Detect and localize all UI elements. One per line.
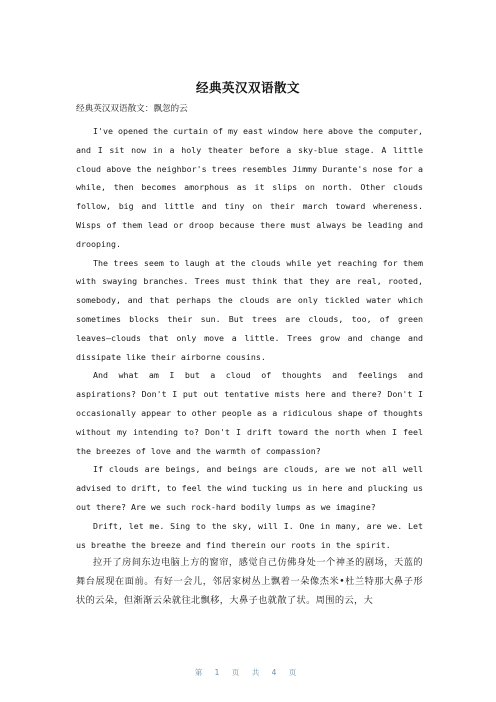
paragraph-5: Drift, let me. Sing to the sky, will I. One in many, are we. Let us breathe the breeze and find therein our roots in the spirit. <box>76 520 423 550</box>
paragraph-chinese-1: 拉开了房间东边电脑上方的窗帘，感觉自己仿佛身处一个神圣的剧场，天蓝的舞台展现在面前。有好一会儿，邻居家树丛上飘着一朵像杰米•杜兰特那大鼻子形状的云朵，但渐渐云朵就往北飘移，大鼻子也就散了状。周围的云，大 <box>76 557 423 606</box>
paragraph-3: And what am I but a cloud of thoughts and feelings and aspirations? Don't I put out tentative mists here and there? Don't I occasionally appear to other people as a ridiculous shape of thoughts without my intending to? Don't I drift toward the north when I feel the breezes of love and the warmth of compassion? <box>76 370 423 456</box>
document-body <box>76 122 423 611</box>
paragraph-2: The trees seem to laugh at the clouds while yet reaching for them with swaying branches. Trees must think that they are real, rooted, somebody, and that perhaps the clouds are only tickled water which sometimes blocks their sun. But trees are clouds, too, of green leaves—clouds that only move a little. Trees grow and change and dissipate like their airborne cousins. <box>76 257 423 362</box>
paragraph-1: I've opened the curtain of my east window here above the computer, and I sit now in a holy theater before a sky-blue stage. A little cloud above the neighbor's trees resembles Jimmy Durante's nose for a while, then becomes amorphous as it slips on north. Other clouds follow, big and little and tiny on their march toward whereness. Wisps of them lead or droop because there must always be leading and drooping. <box>76 126 423 249</box>
document-title: 经典英汉双语散文 <box>195 80 300 95</box>
paragraph-4: If clouds are beings, and beings are clouds, are we not all well advised to drift, to feel the wind tucking us in here and plucking us out there? Are we such rock-hard bodily lumps as we imagine? <box>76 464 423 512</box>
document-subtitle: 经典英汉双语散文：飘忽的云 <box>76 104 188 114</box>
page-number-footer: 第 1 页 共 4 页 <box>194 668 302 677</box>
